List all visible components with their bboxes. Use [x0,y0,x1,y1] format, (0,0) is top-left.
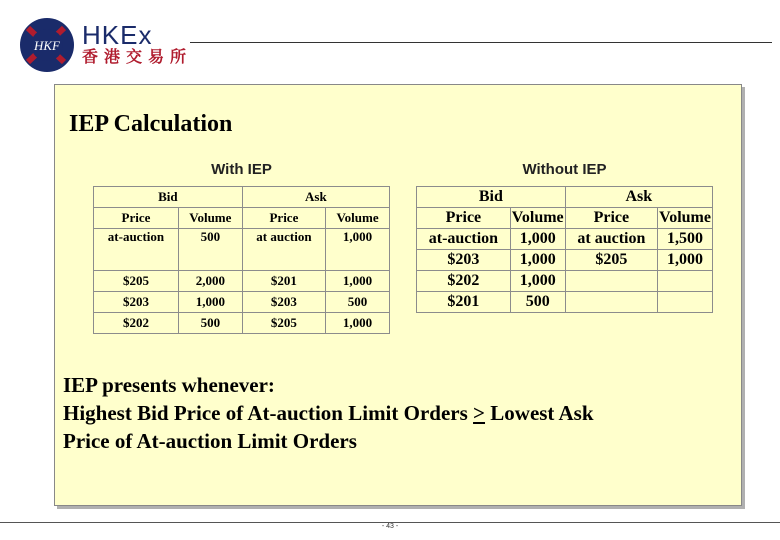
statement-line-2-tail: Lowest Ask [485,401,594,425]
table-cell: 1,000 [326,271,390,292]
table-without-caption: Without IEP [522,161,607,178]
table-cell: $201 [417,292,511,313]
table-row [94,292,390,313]
table-cell: 1,000 [326,229,390,271]
col-header: Price [565,208,657,229]
statement-line-3: Price of At-auction Limit Orders [63,429,357,453]
table-cell: 1,000 [326,313,390,334]
table-cell: 500 [178,229,242,271]
table-cell [565,292,657,313]
col-header: Volume [326,208,390,229]
header-rule [190,42,772,43]
table-cell [658,271,713,292]
group-header: Ask [565,187,712,208]
table-cell: 1,000 [658,250,713,271]
table-row [94,208,390,229]
table-cell: $201 [242,271,325,292]
table-cell: at auction [242,229,325,271]
table-without-iep [416,186,713,313]
col-header: Volume [510,208,565,229]
slide-title: IEP Calculation [69,111,233,137]
page-number: - 43 - [381,523,399,530]
slide-panel [54,84,742,506]
table-row [417,292,713,313]
table-row [417,208,713,229]
table-row [94,187,390,208]
col-header: Volume [658,208,713,229]
table-cell: 1,000 [510,229,565,250]
table-row [417,229,713,250]
table-row [417,250,713,271]
table-row [94,313,390,334]
table-cell: 1,500 [658,229,713,250]
table-cell: 1,000 [178,292,242,313]
table-cell: $203 [94,292,179,313]
table-cell: 500 [510,292,565,313]
statement-line-2-text: Highest Bid Price of At-auction Limit Orders [63,401,474,425]
table-cell [565,271,657,292]
table-cell: 2,000 [178,271,242,292]
table-cell: $205 [94,271,179,292]
table-cell: 500 [178,313,242,334]
table-cell: at-auction [417,229,511,250]
hkex-logo-icon [18,16,76,74]
group-header: Bid [94,187,243,208]
group-header: Bid [417,187,566,208]
table-row [94,271,390,292]
iep-condition-statement [63,371,594,455]
col-header: Price [242,208,325,229]
table-cell: $202 [94,313,179,334]
brand-name-chinese: 香港交易所 [82,47,193,66]
table-row [417,271,713,292]
table-with-iep [93,186,390,334]
table-cell: $202 [417,271,511,292]
table-cell: $205 [565,250,657,271]
table-cell: 1,000 [510,250,565,271]
table-cell: at-auction [94,229,179,271]
table-cell: 1,000 [510,271,565,292]
table-cell: $205 [242,313,325,334]
greater-or-equal-operator: > [473,401,486,425]
statement-line-2 [63,399,594,427]
table-cell: 500 [326,292,390,313]
table-with-caption: With IEP [211,161,272,178]
group-header: Ask [242,187,389,208]
table-row [417,187,713,208]
col-header: Price [417,208,511,229]
statement-line-1: IEP presents whenever: [63,373,275,397]
table-row [94,229,390,271]
table-cell [658,292,713,313]
table-cell: at auction [565,229,657,250]
logo-text: HKF [34,38,60,53]
col-header: Volume [178,208,242,229]
table-cell: $203 [417,250,511,271]
brand-name: HKEx [82,20,153,50]
col-header: Price [94,208,179,229]
table-cell: $203 [242,292,325,313]
